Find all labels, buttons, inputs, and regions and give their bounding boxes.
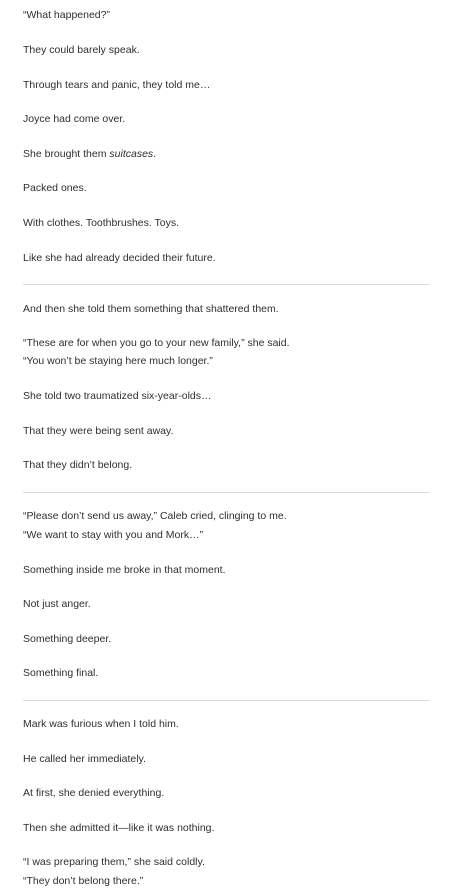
section-divider — [23, 700, 429, 701]
paragraph: “What happened?” — [23, 9, 110, 21]
paragraph: “They don’t belong there.” — [23, 875, 144, 887]
section-divider — [23, 492, 429, 493]
paragraph: Mark was furious when I told him. — [23, 718, 179, 730]
paragraph: “I was preparing them,” she said coldly. — [23, 856, 205, 868]
paragraph — [23, 147, 156, 161]
paragraph: With clothes. Toothbrushes. Toys. — [23, 217, 180, 229]
paragraph: “Please don’t send us away,” Caleb cried, clinging to me. — [23, 510, 287, 522]
paragraph: Something deeper. — [23, 633, 112, 645]
paragraph-text: She brought them — [23, 148, 110, 160]
paragraph: Not just anger. — [23, 598, 91, 610]
paragraph: Then she admitted it—like it was nothing. — [23, 822, 215, 834]
paragraph: Through tears and panic, they told me… — [23, 79, 211, 91]
paragraph: Something final. — [23, 667, 99, 679]
paragraph: At first, she denied everything. — [23, 787, 165, 799]
section-divider — [23, 284, 429, 285]
paragraph: “These are for when you go to your new family,” she said. — [23, 337, 290, 349]
paragraph: And then she told them something that shattered them. — [23, 303, 279, 315]
paragraph: That they were being sent away. — [23, 425, 174, 437]
paragraph: Joyce had come over. — [23, 113, 126, 125]
emphasis-text: suitcases — [109, 148, 154, 160]
paragraph: They could barely speak. — [23, 44, 140, 56]
paragraph: He called her immediately. — [23, 753, 146, 765]
paragraph: Something inside me broke in that moment. — [23, 564, 226, 576]
paragraph: She told two traumatized six-year-olds… — [23, 390, 212, 402]
paragraph: That they didn’t belong. — [23, 459, 133, 471]
paragraph: “We want to stay with you and Mork…” — [23, 529, 204, 541]
paragraph-text: . — [153, 148, 157, 160]
paragraph: “You won’t be staying here much longer.” — [23, 355, 213, 367]
paragraph: Packed ones. — [23, 182, 87, 194]
paragraph: Like she had already decided their future. — [23, 252, 216, 264]
